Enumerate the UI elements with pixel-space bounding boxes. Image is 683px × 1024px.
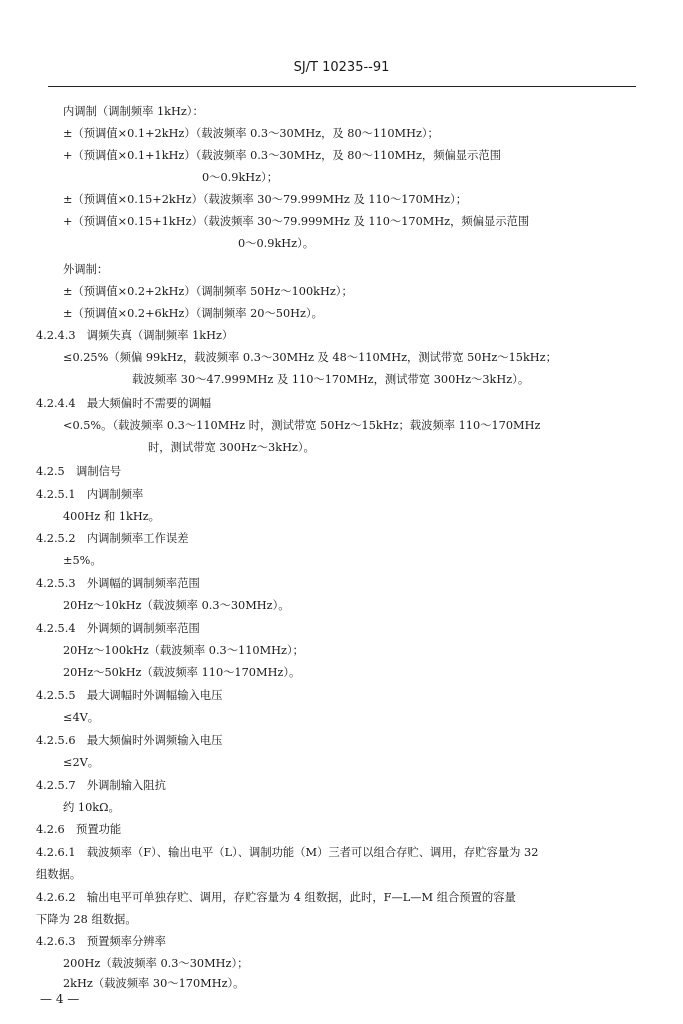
section-heading: 4.2.4.4 最大频偏时不需要的调幅 (36, 397, 212, 410)
section-heading: 4.2.6 预置功能 (36, 823, 122, 836)
text-line: 200Hz（载波频率 0.3～30MHz）； (63, 957, 249, 970)
text-line: ±5%。 (63, 554, 102, 567)
text-line: 400Hz 和 1kHz。 (63, 510, 160, 523)
text-line: 20Hz～100kHz（载波频率 0.3～110MHz）； (63, 644, 304, 657)
text-line: ≤2V。 (63, 756, 100, 769)
text-line: 内调制（调制频率 1kHz）： (63, 105, 204, 118)
section-heading: 4.2.6.3 预置频率分辨率 (36, 935, 166, 948)
text-line: +（预调值×0.1+1kHz）（载波频率 0.3～30MHz，及 80～110MHz，频偏显示范围 (63, 149, 501, 162)
text-line: <0.5%。（载波频率 0.3～110MHz 时，测试带宽 50Hz～15kHz；载波频率 110～170MHz (63, 419, 541, 432)
text-line: 下降为 28 组数据。 (36, 913, 137, 926)
text-line: 20Hz～10kHz（载波频率 0.3～30MHz）。 (63, 599, 290, 612)
text-line: 20Hz～50kHz（载波频率 110～170MHz）。 (63, 666, 301, 679)
text-line: 外调制： (63, 263, 109, 276)
text-line: 约 10kΩ。 (63, 801, 120, 814)
section-heading: 4.2.5.1 内调制频率 (36, 488, 144, 501)
text-line: 0～0.9kHz）。 (238, 237, 315, 250)
text-line: ≤4V。 (63, 711, 100, 724)
page-number: — 4 — (40, 992, 80, 1006)
text-line: +（预调值×0.15+1kHz）（载波频率 30～79.999MHz 及 110～170MHz，频偏显示范围 (63, 215, 530, 228)
section-heading: 4.2.5 调制信号 (36, 465, 122, 478)
text-line: ±（预调值×0.1+2kHz）（载波频率 0.3～30MHz，及 80～110MHz）； (63, 127, 439, 140)
text-line: ±（预调值×0.2+2kHz）（调制频率 50Hz～100kHz）； (63, 285, 353, 298)
section-heading: 4.2.5.4 外调频的调制频率范围 (36, 622, 200, 635)
text-line: 时，测试带宽 300Hz～3kHz）。 (148, 441, 315, 454)
text-line: 载波频率 30～47.999MHz 及 110～170MHz，测试带宽 300Hz～3kHz）。 (132, 373, 530, 386)
section-heading: 4.2.5.2 内调制频率工作误差 (36, 532, 189, 545)
section-heading: 4.2.5.5 最大调幅时外调幅输入电压 (36, 689, 223, 702)
text-line: ±（预调值×0.2+6kHz）（调制频率 20～50Hz）。 (63, 307, 323, 320)
text-line: 0～0.9kHz）； (202, 171, 279, 184)
text-line: 4.2.6.2 输出电平可单独存贮、调用，存贮容量为 4 组数据，此时，F—L—M 组合预置的容量 (36, 891, 516, 904)
section-heading: 4.2.5.3 外调幅的调制频率范围 (36, 577, 200, 590)
text-line: ≤0.25%（频偏 99kHz，载波频率 0.3～30MHz 及 48～110MHz，测试带宽 50Hz～15kHz； (63, 351, 557, 364)
text-line: ±（预调值×0.15+2kHz）（载波频率 30～79.999MHz 及 110～170MHz）； (63, 193, 468, 206)
standard-number-header: SJ/T 10235--91 (293, 60, 390, 75)
text-line: 2kHz（载波频率 30～170MHz）。 (63, 977, 245, 990)
text-line: 组数据。 (36, 868, 82, 881)
text-line: 4.2.6.1 载波频率（F）、输出电平（L）、调制功能（M）三者可以组合存贮、调用，存贮容量为 32 (36, 846, 539, 859)
section-heading: 4.2.5.6 最大频偏时外调频输入电压 (36, 734, 223, 747)
section-heading: 4.2.5.7 外调制输入阻抗 (36, 779, 166, 792)
section-heading: 4.2.4.3 调频失真（调制频率 1kHz） (36, 329, 234, 342)
